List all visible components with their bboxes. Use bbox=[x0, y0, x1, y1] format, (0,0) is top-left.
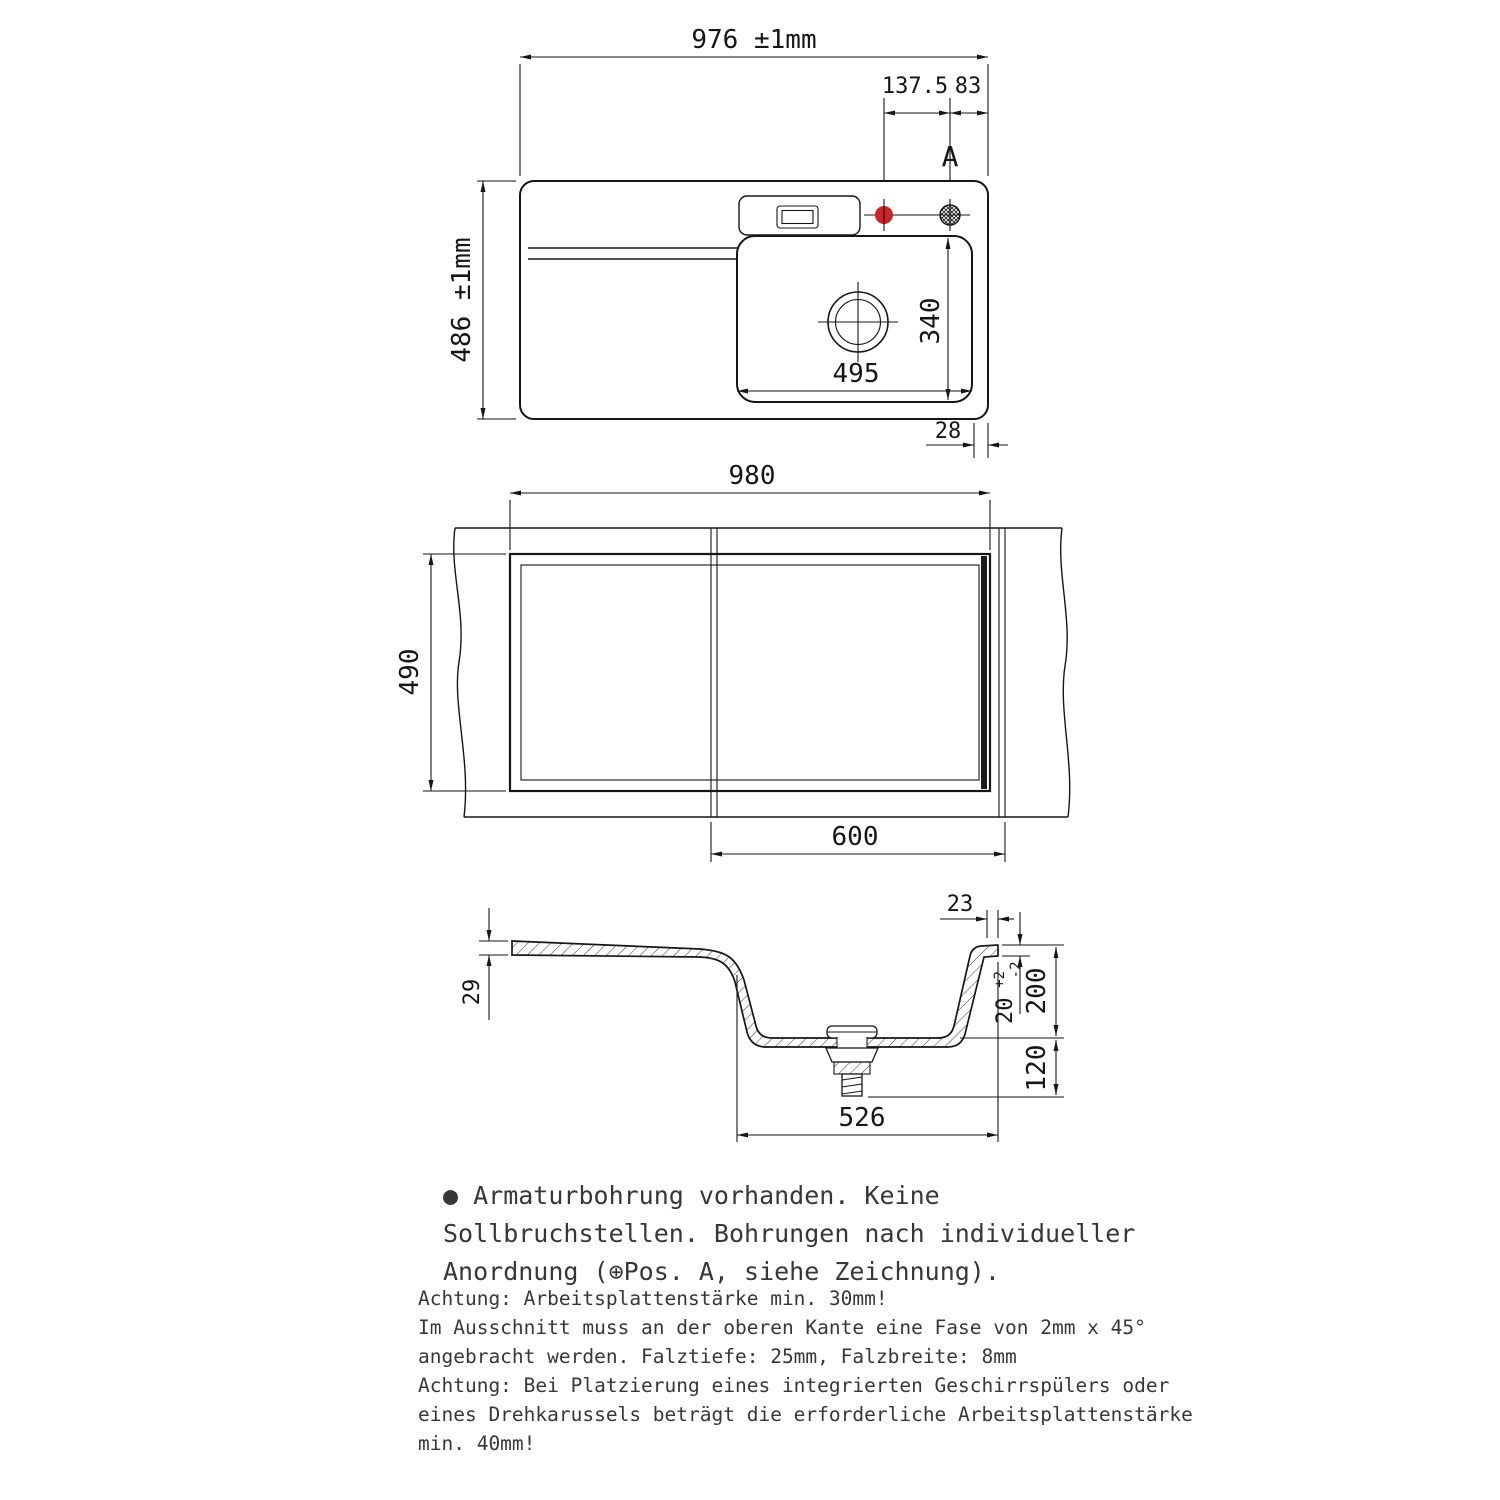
dim-rim-overhang-label: 23 bbox=[946, 892, 974, 917]
dim-bowl-width-label: 495 bbox=[832, 359, 880, 389]
dim-board-thickness bbox=[460, 908, 508, 1020]
break-line-left bbox=[454, 528, 466, 817]
note-fine-line-3: angebracht werden. Falztiefe: 25mm, Falzbreite: 8mm bbox=[418, 1345, 1017, 1368]
notes-main bbox=[443, 1181, 1135, 1286]
dim-overall-depth-label: 486 ±1mm bbox=[447, 237, 477, 363]
dim-overall-width-label: 976 ±1mm bbox=[691, 25, 817, 55]
dim-bowl-edge-offset-label: 28 bbox=[934, 419, 962, 444]
drain-fitting bbox=[826, 1026, 878, 1096]
note-main-line-3: Anordnung (⊕Pos. A, siehe Zeichnung). bbox=[443, 1257, 1000, 1286]
cutout-rect bbox=[510, 554, 990, 791]
dim-cutout-width-label: 980 bbox=[728, 461, 776, 491]
dim-cutout-depth-label: 490 bbox=[395, 648, 425, 696]
note-main-line-1: ● Armaturbohrung vorhanden. Keine bbox=[443, 1181, 940, 1210]
dim-board-thickness-label: 29 bbox=[460, 978, 485, 1006]
worktop-band bbox=[454, 528, 1070, 817]
dim-bowl-depth-label: 340 bbox=[916, 297, 946, 345]
cutout-view bbox=[395, 461, 1070, 862]
dim-section-bowl-depth bbox=[1022, 947, 1056, 1036]
dim-cutout-depth bbox=[395, 554, 506, 791]
notes-fine bbox=[418, 1287, 1193, 1455]
dim-section-bowl-width-label: 526 bbox=[838, 1103, 886, 1133]
dim-cabinet-width-label: 600 bbox=[831, 822, 879, 852]
note-fine-line-6: min. 40mm! bbox=[418, 1432, 536, 1455]
dim-rim-depth bbox=[989, 912, 1024, 1024]
dim-hole-spacing-label: 137.5 bbox=[881, 74, 949, 99]
dim-bowl-edge-offset bbox=[926, 419, 1008, 458]
dim-cutout-width bbox=[510, 461, 990, 550]
dim-cabinet-width bbox=[711, 822, 1005, 862]
top-view bbox=[447, 25, 1008, 458]
note-fine-line-5: eines Drehkarussels beträgt die erforderliche Arbeitsplattenstärke bbox=[418, 1403, 1193, 1426]
section-material bbox=[512, 941, 998, 1047]
dim-drain-height-label: 120 bbox=[1022, 1044, 1052, 1092]
note-main-line-2: Sollbruchstellen. Bohrungen nach individueller bbox=[443, 1219, 1136, 1248]
cabinet-walls bbox=[711, 528, 1005, 817]
dim-rim-overhang bbox=[940, 892, 1014, 938]
seal-strip bbox=[981, 556, 987, 789]
break-line-right bbox=[1061, 528, 1070, 817]
note-fine-line-2: Im Ausschnitt muss an der oberen Kante eine Fase von 2mm x 45° bbox=[418, 1316, 1146, 1339]
note-fine-line-4: Achtung: Bei Platzierung eines integrierten Geschirrspülers oder bbox=[418, 1374, 1170, 1397]
dim-drain-height bbox=[1022, 1040, 1056, 1095]
note-fine-line-1: Achtung: Arbeitsplattenstärke min. 30mm! bbox=[418, 1287, 888, 1310]
dim-overall-width bbox=[520, 25, 988, 176]
section-view bbox=[460, 892, 1064, 1142]
dim-rim-depth-label: 20 +2 -2 bbox=[992, 961, 1024, 1024]
cutout-rebate-rect bbox=[521, 565, 979, 780]
position-a-label: A bbox=[941, 140, 959, 173]
dim-hole-edge-label: 83 bbox=[954, 74, 982, 99]
dim-section-bowl-depth-label: 200 bbox=[1022, 967, 1052, 1015]
dim-overall-depth bbox=[447, 181, 516, 419]
